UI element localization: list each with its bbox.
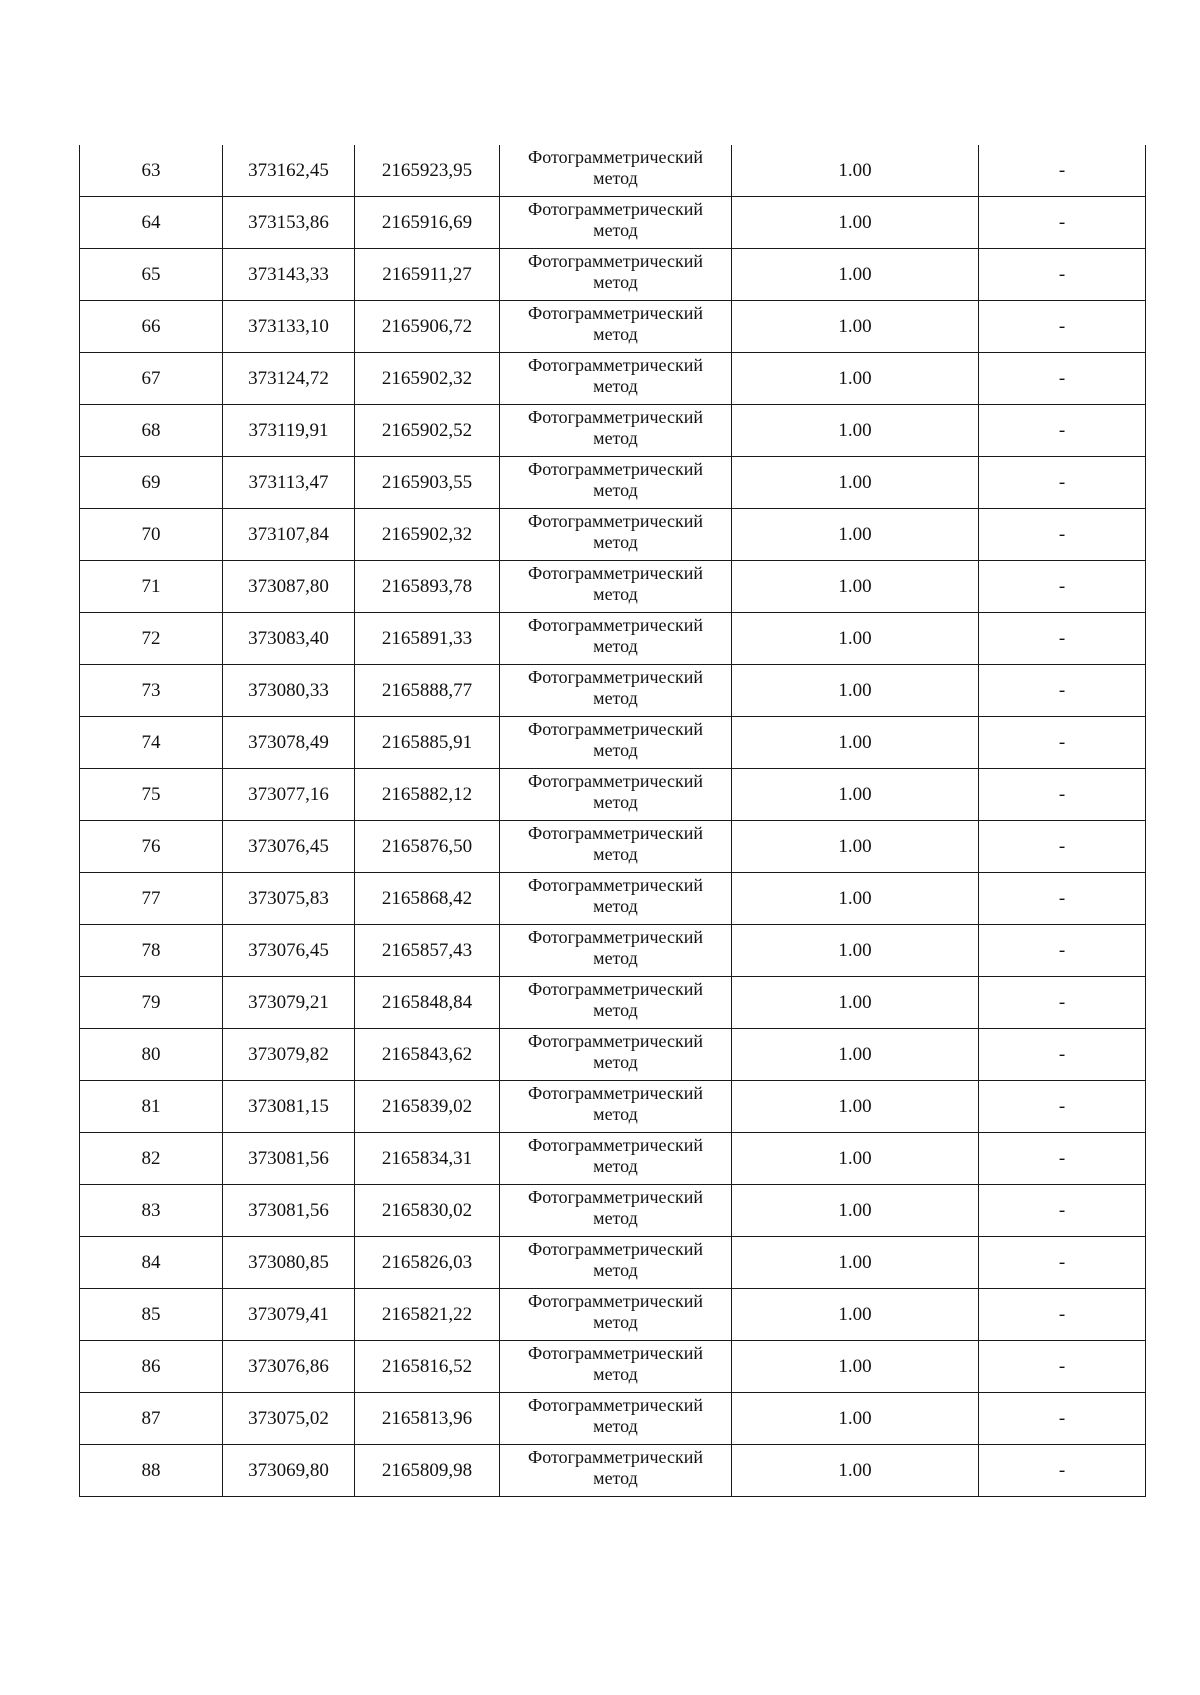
table-row — [80, 301, 1146, 353]
method-cell — [500, 977, 732, 1029]
method-line-1: Фотограмметрический — [528, 1134, 703, 1155]
method-line-1: Фотограмметрический — [528, 458, 703, 479]
method-line-1: Фотограмметрический — [528, 1238, 703, 1259]
x-coordinate-cell: 373087,80 — [223, 561, 355, 613]
x-coordinate-cell: 373081,15 — [223, 1081, 355, 1133]
method-line-1: Фотограмметрический — [528, 666, 703, 687]
y-coordinate-cell: 2165916,69 — [355, 197, 500, 249]
table-row — [80, 197, 1146, 249]
method-cell — [500, 873, 732, 925]
x-coordinate-cell: 373124,72 — [223, 353, 355, 405]
note-cell: - — [979, 509, 1146, 561]
y-coordinate-cell: 2165902,52 — [355, 405, 500, 457]
point-number-cell: 63 — [80, 145, 223, 197]
accuracy-cell: 1.00 — [732, 1393, 979, 1445]
table-row — [80, 873, 1146, 925]
method-line-2: метод — [593, 1155, 638, 1176]
x-coordinate-cell: 373107,84 — [223, 509, 355, 561]
y-coordinate-cell: 2165834,31 — [355, 1133, 500, 1185]
accuracy-cell: 1.00 — [732, 717, 979, 769]
method-line-2: метод — [593, 219, 638, 240]
point-number-cell: 66 — [80, 301, 223, 353]
method-cell — [500, 1029, 732, 1081]
y-coordinate-cell: 2165821,22 — [355, 1289, 500, 1341]
note-cell: - — [979, 457, 1146, 509]
method-cell — [500, 821, 732, 873]
accuracy-cell: 1.00 — [732, 821, 979, 873]
y-coordinate-cell: 2165882,12 — [355, 769, 500, 821]
y-coordinate-cell: 2165809,98 — [355, 1445, 500, 1497]
method-cell — [500, 561, 732, 613]
point-number-cell: 85 — [80, 1289, 223, 1341]
point-number-cell: 65 — [80, 249, 223, 301]
accuracy-cell: 1.00 — [732, 769, 979, 821]
x-coordinate-cell: 373119,91 — [223, 405, 355, 457]
accuracy-cell: 1.00 — [732, 405, 979, 457]
point-number-cell: 73 — [80, 665, 223, 717]
point-number-cell: 80 — [80, 1029, 223, 1081]
accuracy-cell: 1.00 — [732, 561, 979, 613]
x-coordinate-cell: 373153,86 — [223, 197, 355, 249]
method-cell — [500, 1237, 732, 1289]
note-cell: - — [979, 145, 1146, 197]
coordinates-table — [79, 145, 1146, 1497]
x-coordinate-cell: 373080,33 — [223, 665, 355, 717]
y-coordinate-cell: 2165902,32 — [355, 509, 500, 561]
method-line-1: Фотограмметрический — [528, 354, 703, 375]
accuracy-cell: 1.00 — [732, 197, 979, 249]
y-coordinate-cell: 2165876,50 — [355, 821, 500, 873]
x-coordinate-cell: 373075,83 — [223, 873, 355, 925]
point-number-cell: 72 — [80, 613, 223, 665]
x-coordinate-cell: 373076,45 — [223, 925, 355, 977]
note-cell: - — [979, 977, 1146, 1029]
method-line-1: Фотограмметрический — [528, 1290, 703, 1311]
x-coordinate-cell: 373078,49 — [223, 717, 355, 769]
table-row — [80, 977, 1146, 1029]
point-number-cell: 74 — [80, 717, 223, 769]
method-line-1: Фотограмметрический — [528, 406, 703, 427]
accuracy-cell: 1.00 — [732, 1029, 979, 1081]
table-row — [80, 1237, 1146, 1289]
method-line-2: метод — [593, 1415, 638, 1436]
y-coordinate-cell: 2165923,95 — [355, 145, 500, 197]
note-cell: - — [979, 613, 1146, 665]
method-line-2: метод — [593, 947, 638, 968]
method-cell — [500, 769, 732, 821]
note-cell: - — [979, 769, 1146, 821]
point-number-cell: 64 — [80, 197, 223, 249]
table-row — [80, 1185, 1146, 1237]
point-number-cell: 77 — [80, 873, 223, 925]
x-coordinate-cell: 373133,10 — [223, 301, 355, 353]
point-number-cell: 88 — [80, 1445, 223, 1497]
method-cell — [500, 509, 732, 561]
accuracy-cell: 1.00 — [732, 1185, 979, 1237]
method-line-2: метод — [593, 323, 638, 344]
note-cell: - — [979, 1029, 1146, 1081]
method-line-2: метод — [593, 687, 638, 708]
method-line-1: Фотограмметрический — [528, 1030, 703, 1051]
method-cell — [500, 1081, 732, 1133]
x-coordinate-cell: 373083,40 — [223, 613, 355, 665]
method-line-1: Фотограмметрический — [528, 250, 703, 271]
method-line-2: метод — [593, 271, 638, 292]
method-cell — [500, 613, 732, 665]
accuracy-cell: 1.00 — [732, 665, 979, 717]
x-coordinate-cell: 373069,80 — [223, 1445, 355, 1497]
method-line-1: Фотограмметрический — [528, 874, 703, 895]
method-line-1: Фотограмметрический — [528, 302, 703, 323]
method-cell — [500, 717, 732, 769]
accuracy-cell: 1.00 — [732, 1341, 979, 1393]
accuracy-cell: 1.00 — [732, 301, 979, 353]
method-cell — [500, 353, 732, 405]
method-line-2: метод — [593, 1051, 638, 1072]
y-coordinate-cell: 2165816,52 — [355, 1341, 500, 1393]
point-number-cell: 83 — [80, 1185, 223, 1237]
x-coordinate-cell: 373143,33 — [223, 249, 355, 301]
note-cell: - — [979, 717, 1146, 769]
note-cell: - — [979, 1185, 1146, 1237]
x-coordinate-cell: 373113,47 — [223, 457, 355, 509]
x-coordinate-cell: 373075,02 — [223, 1393, 355, 1445]
x-coordinate-cell: 373162,45 — [223, 145, 355, 197]
method-line-2: метод — [593, 791, 638, 812]
note-cell: - — [979, 1393, 1146, 1445]
table-row — [80, 509, 1146, 561]
point-number-cell: 75 — [80, 769, 223, 821]
table-row — [80, 353, 1146, 405]
method-cell — [500, 405, 732, 457]
x-coordinate-cell: 373077,16 — [223, 769, 355, 821]
method-cell — [500, 1185, 732, 1237]
table-row — [80, 457, 1146, 509]
point-number-cell: 67 — [80, 353, 223, 405]
x-coordinate-cell: 373079,21 — [223, 977, 355, 1029]
y-coordinate-cell: 2165830,02 — [355, 1185, 500, 1237]
y-coordinate-cell: 2165906,72 — [355, 301, 500, 353]
method-line-2: метод — [593, 1259, 638, 1280]
accuracy-cell: 1.00 — [732, 613, 979, 665]
x-coordinate-cell: 373080,85 — [223, 1237, 355, 1289]
table-row — [80, 821, 1146, 873]
table-row — [80, 665, 1146, 717]
x-coordinate-cell: 373079,82 — [223, 1029, 355, 1081]
y-coordinate-cell: 2165911,27 — [355, 249, 500, 301]
method-line-1: Фотограмметрический — [528, 510, 703, 531]
x-coordinate-cell: 373081,56 — [223, 1185, 355, 1237]
method-line-1: Фотограмметрический — [528, 146, 703, 167]
accuracy-cell: 1.00 — [732, 457, 979, 509]
note-cell: - — [979, 301, 1146, 353]
point-number-cell: 84 — [80, 1237, 223, 1289]
coordinates-table-body — [80, 145, 1146, 1497]
point-number-cell: 82 — [80, 1133, 223, 1185]
note-cell: - — [979, 1341, 1146, 1393]
note-cell: - — [979, 353, 1146, 405]
note-cell: - — [979, 1133, 1146, 1185]
table-row — [80, 769, 1146, 821]
table-row — [80, 1081, 1146, 1133]
note-cell: - — [979, 1081, 1146, 1133]
note-cell: - — [979, 665, 1146, 717]
accuracy-cell: 1.00 — [732, 1445, 979, 1497]
x-coordinate-cell: 373076,45 — [223, 821, 355, 873]
method-cell — [500, 1393, 732, 1445]
method-line-1: Фотограмметрический — [528, 562, 703, 583]
y-coordinate-cell: 2165868,42 — [355, 873, 500, 925]
y-coordinate-cell: 2165857,43 — [355, 925, 500, 977]
method-line-2: метод — [593, 479, 638, 500]
accuracy-cell: 1.00 — [732, 1081, 979, 1133]
accuracy-cell: 1.00 — [732, 1133, 979, 1185]
method-line-1: Фотограмметрический — [528, 822, 703, 843]
table-row — [80, 717, 1146, 769]
method-cell — [500, 1133, 732, 1185]
method-line-2: метод — [593, 1103, 638, 1124]
note-cell: - — [979, 197, 1146, 249]
method-line-2: метод — [593, 635, 638, 656]
table-row — [80, 1289, 1146, 1341]
table-row — [80, 1341, 1146, 1393]
x-coordinate-cell: 373081,56 — [223, 1133, 355, 1185]
note-cell: - — [979, 1237, 1146, 1289]
method-cell — [500, 301, 732, 353]
method-cell — [500, 1341, 732, 1393]
accuracy-cell: 1.00 — [732, 509, 979, 561]
method-line-1: Фотограмметрический — [528, 614, 703, 635]
y-coordinate-cell: 2165826,03 — [355, 1237, 500, 1289]
method-line-2: метод — [593, 427, 638, 448]
table-row — [80, 145, 1146, 197]
method-line-2: метод — [593, 895, 638, 916]
table-row — [80, 1029, 1146, 1081]
method-line-1: Фотограмметрический — [528, 1394, 703, 1415]
note-cell: - — [979, 1445, 1146, 1497]
point-number-cell: 69 — [80, 457, 223, 509]
note-cell: - — [979, 561, 1146, 613]
accuracy-cell: 1.00 — [732, 873, 979, 925]
accuracy-cell: 1.00 — [732, 353, 979, 405]
accuracy-cell: 1.00 — [732, 1237, 979, 1289]
accuracy-cell: 1.00 — [732, 1289, 979, 1341]
y-coordinate-cell: 2165813,96 — [355, 1393, 500, 1445]
method-line-1: Фотограмметрический — [528, 770, 703, 791]
table-row — [80, 249, 1146, 301]
point-number-cell: 71 — [80, 561, 223, 613]
point-number-cell: 87 — [80, 1393, 223, 1445]
x-coordinate-cell: 373076,86 — [223, 1341, 355, 1393]
method-cell — [500, 925, 732, 977]
point-number-cell: 78 — [80, 925, 223, 977]
method-line-1: Фотограмметрический — [528, 926, 703, 947]
table-row — [80, 1393, 1146, 1445]
accuracy-cell: 1.00 — [732, 249, 979, 301]
accuracy-cell: 1.00 — [732, 145, 979, 197]
method-cell — [500, 197, 732, 249]
method-line-2: метод — [593, 167, 638, 188]
method-line-2: метод — [593, 375, 638, 396]
note-cell: - — [979, 1289, 1146, 1341]
point-number-cell: 79 — [80, 977, 223, 1029]
note-cell: - — [979, 873, 1146, 925]
method-line-1: Фотограмметрический — [528, 718, 703, 739]
note-cell: - — [979, 405, 1146, 457]
method-cell — [500, 457, 732, 509]
method-line-2: метод — [593, 1467, 638, 1488]
method-line-2: метод — [593, 1311, 638, 1332]
method-cell — [500, 1445, 732, 1497]
method-line-1: Фотограмметрический — [528, 1446, 703, 1467]
table-row — [80, 1445, 1146, 1497]
y-coordinate-cell: 2165843,62 — [355, 1029, 500, 1081]
y-coordinate-cell: 2165885,91 — [355, 717, 500, 769]
note-cell: - — [979, 821, 1146, 873]
method-line-2: метод — [593, 843, 638, 864]
method-cell — [500, 1289, 732, 1341]
y-coordinate-cell: 2165848,84 — [355, 977, 500, 1029]
method-line-1: Фотограмметрический — [528, 978, 703, 999]
note-cell: - — [979, 925, 1146, 977]
method-line-2: метод — [593, 739, 638, 760]
table-row — [80, 925, 1146, 977]
point-number-cell: 70 — [80, 509, 223, 561]
y-coordinate-cell: 2165891,33 — [355, 613, 500, 665]
y-coordinate-cell: 2165903,55 — [355, 457, 500, 509]
table-row — [80, 405, 1146, 457]
method-line-2: метод — [593, 1207, 638, 1228]
point-number-cell: 68 — [80, 405, 223, 457]
note-cell: - — [979, 249, 1146, 301]
accuracy-cell: 1.00 — [732, 977, 979, 1029]
method-line-1: Фотограмметрический — [528, 198, 703, 219]
point-number-cell: 81 — [80, 1081, 223, 1133]
table-row — [80, 613, 1146, 665]
method-line-2: метод — [593, 1363, 638, 1384]
x-coordinate-cell: 373079,41 — [223, 1289, 355, 1341]
method-line-2: метод — [593, 583, 638, 604]
y-coordinate-cell: 2165839,02 — [355, 1081, 500, 1133]
method-line-2: метод — [593, 999, 638, 1020]
y-coordinate-cell: 2165888,77 — [355, 665, 500, 717]
method-line-2: метод — [593, 531, 638, 552]
point-number-cell: 76 — [80, 821, 223, 873]
method-line-1: Фотограмметрический — [528, 1082, 703, 1103]
method-cell — [500, 145, 732, 197]
method-cell — [500, 249, 732, 301]
point-number-cell: 86 — [80, 1341, 223, 1393]
method-line-1: Фотограмметрический — [528, 1186, 703, 1207]
method-line-1: Фотограмметрический — [528, 1342, 703, 1363]
table-row — [80, 561, 1146, 613]
y-coordinate-cell: 2165902,32 — [355, 353, 500, 405]
accuracy-cell: 1.00 — [732, 925, 979, 977]
y-coordinate-cell: 2165893,78 — [355, 561, 500, 613]
table-row — [80, 1133, 1146, 1185]
method-cell — [500, 665, 732, 717]
